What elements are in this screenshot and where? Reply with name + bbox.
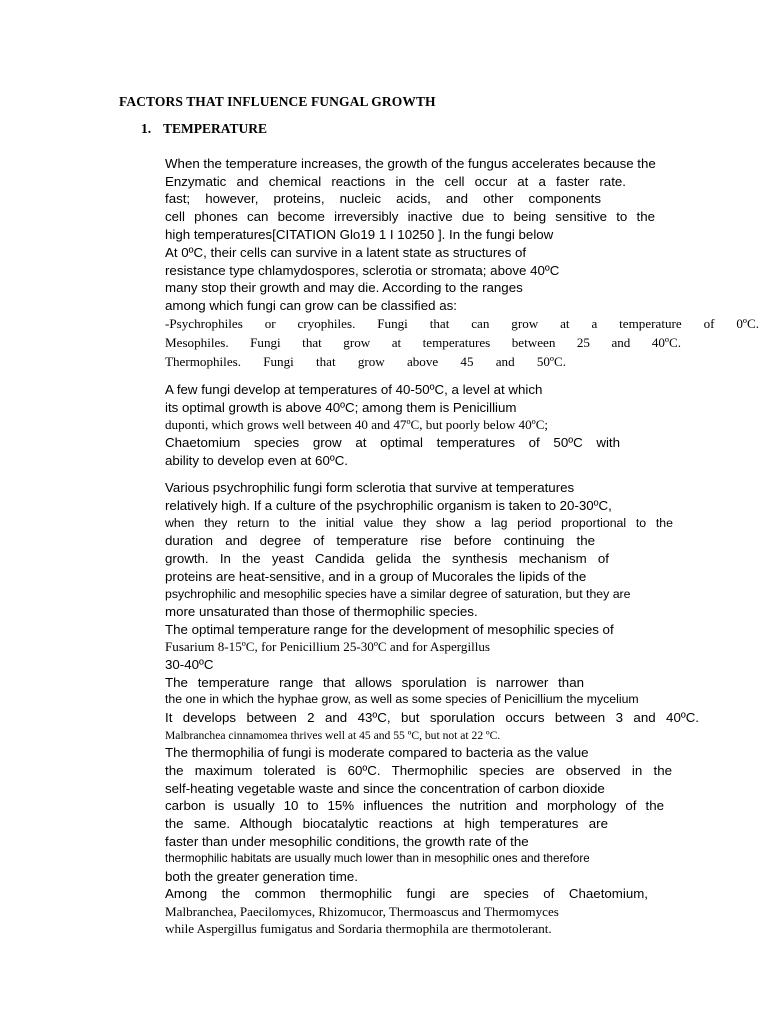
text-line: At 0ºC, their cells can survive in a latent state as structures of [165,245,527,260]
text-line: high temperatures[CITATION Glo19 1 I 10250 ]. In the fungi below [165,227,554,242]
text-line: The thermophilia of fungi is moderate compared to bacteria as the value [165,745,589,760]
section-title: TEMPERATURE [163,121,268,136]
text-line: when they return to the initial value they show a lag period proportional to the [165,516,673,530]
text-line: carbon is usually 10 to 15% influences the nutrition and morphology of the [165,798,664,813]
text-line: Malbranchea cinnamomea thrives well at 45 and 55 ºC, but not at 22 ºC. [165,729,501,742]
text-line: resistance type chlamydospores, sclerotia or stromata; above 40ºC [165,263,560,278]
text-line: A few fungi develop at temperatures of 40-50ºC, a level at which [165,382,543,397]
document-title: FACTORS THAT INFLUENCE FUNGAL GROWTH [119,94,436,109]
text-line: thermophilic habitats are usually much lower than in mesophilic ones and therefore [165,852,590,865]
text-line: psychrophilic and mesophilic species have a similar degree of saturation, but they are [165,587,631,601]
text-line: Various psychrophilic fungi form sclerotia that survive at temperatures [165,480,575,495]
text-line: 30-40ºC [165,657,214,672]
text-line: fast; however, proteins, nucleic acids, and other components [165,191,601,206]
text-line: while Aspergillus fumigatus and Sordaria thermophila are thermotolerant. [165,921,552,936]
text-line: the one in which the hyphae grow, as well as some species of Penicillium the mycelium [165,692,639,706]
text-line: cell phones can become irreversibly inactive due to being sensitive to the [165,209,655,224]
text-line: Chaetomium species grow at optimal temperatures of 50ºC with [165,435,620,450]
text-line: The temperature range that allows sporulation is narrower than [165,675,584,690]
text-line: the same. Although biocatalytic reactions at high temperatures are [165,816,608,831]
text-line: among which fungi can grow can be classified as: [165,298,457,313]
text-line: self-heating vegetable waste and since the concentration of carbon dioxide [165,781,605,796]
text-line: growth. In the yeast Candida gelida the synthesis mechanism of [165,551,609,566]
section-number: 1. [141,121,152,136]
text-line: Enzymatic and chemical reactions in the cell occur at a faster rate. [165,174,626,189]
text-line: duration and degree of temperature rise before continuing the [165,533,595,548]
text-line: Thermophiles. Fungi that grow above 45 and 50ºC. [165,354,566,369]
text-line: Fusarium 8-15ºC, for Penicillium 25-30ºC and for Aspergillus [165,639,491,654]
text-line: faster than under mesophilic conditions, the growth rate of the [165,834,529,849]
text-line: The optimal temperature range for the development of mesophilic species of [165,622,614,637]
section-heading [141,121,267,137]
text-line: many stop their growth and may die. According to the ranges [165,280,523,295]
text-line: proteins are heat-sensitive, and in a group of Mucorales the lipids of the [165,569,587,584]
text-line: more unsaturated than those of thermophilic species. [165,604,478,619]
text-line: the maximum tolerated is 60ºC. Thermophilic species are observed in the [165,763,672,778]
text-line: When the temperature increases, the growth of the fungus accelerates because the [165,156,656,171]
text-line: duponti, which grows well between 40 and 47ºC, but poorly below 40ºC; [165,417,549,432]
text-line: its optimal growth is above 40ºC; among them is Penicillium [165,400,517,415]
text-line: ability to develop even at 60ºC. [165,453,349,468]
text-line: Mesophiles. Fungi that grow at temperatures between 25 and 40ºC. [165,335,681,350]
text-line: relatively high. If a culture of the psychrophilic organism is taken to 20-30ºC, [165,498,612,513]
text-line: both the greater generation time. [165,869,358,884]
text-line: -Psychrophiles or cryophiles. Fungi that can grow at a temperature of 0ºC. [165,316,759,331]
text-line: Malbranchea, Paecilomyces, Rhizomucor, Thermoascus and Thermomyces [165,904,559,919]
text-line: Among the common thermophilic fungi are species of Chaetomium, [165,886,648,901]
text-line: It develops between 2 and 43ºC, but sporulation occurs between 3 and 40ºC. [165,710,699,725]
